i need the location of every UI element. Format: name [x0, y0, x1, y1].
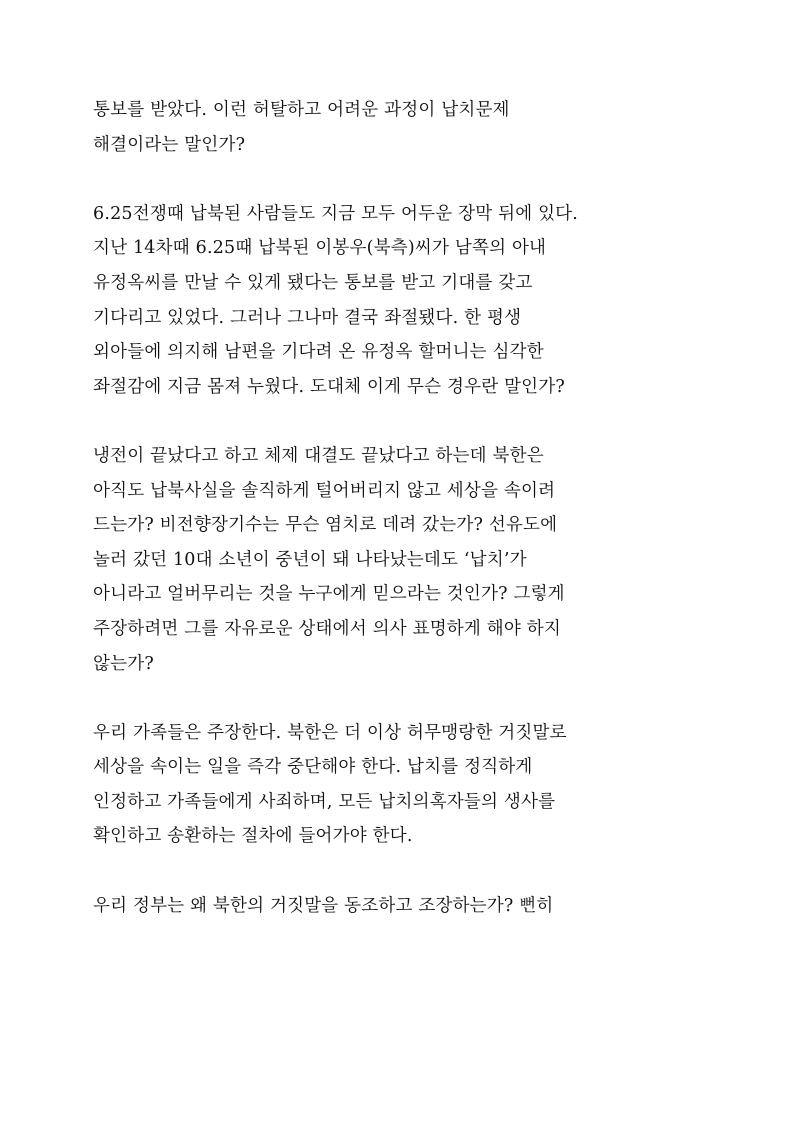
paragraph-spacer [93, 162, 713, 197]
paragraph [93, 93, 713, 162]
text-line: 아직도 납북사실을 솔직하게 털어버리지 않고 세상을 속이려 [93, 480, 556, 501]
text-line: 통보를 받았다. 이런 허탈하고 어려운 과정이 납치문제 [93, 100, 510, 120]
paragraph [93, 716, 713, 854]
text-line: 세상을 속이는 일을 즉각 중단해야 한다. 납치를 정직하게 [93, 757, 533, 778]
paragraph [93, 889, 713, 924]
text-line: 주장하려면 그를 자유로운 상태에서 의사 표명하게 해야 하지 [93, 618, 561, 639]
text-line: 우리 가족들은 주장한다. 북한은 더 이상 허무맹랑한 거짓말로 [93, 722, 567, 743]
text-line: 아니라고 얼버무리는 것을 누구에게 믿으라는 것인가? 그렇게 [93, 584, 565, 605]
text-line: 6.25전쟁때 납북된 사람들도 지금 모두 어두운 장막 뒤에 있다. [93, 203, 579, 224]
text-line: 확인하고 송환하는 절차에 들어가야 한다. [93, 826, 413, 847]
text-line: 냉전이 끝났다고 하고 체제 대결도 끝났다고 하는데 북한은 [93, 445, 544, 466]
paragraph-spacer [93, 854, 713, 889]
text-line: 우리 정부는 왜 북한의 거짓말을 동조하고 조장하는가? 뻔히 [93, 895, 554, 916]
paragraph-spacer [93, 404, 713, 439]
text-line: 놀러 갔던 10대 소년이 중년이 돼 나타났는데도 ‘납치’가 [93, 549, 527, 570]
text-line: 지난 14차때 6.25때 납북된 이봉우(북측)씨가 남쪽의 아내 [93, 238, 547, 259]
body-text [93, 93, 713, 923]
paragraph [93, 197, 713, 405]
paragraph-spacer [93, 681, 713, 716]
text-line: 좌절감에 지금 몸져 누웠다. 도대체 이게 무슨 경우란 말인가? [93, 376, 565, 397]
paragraph [93, 439, 713, 681]
text-line: 인정하고 가족들에게 사죄하며, 모든 납치의혹자들의 생사를 [93, 791, 556, 812]
text-line: 외아들에 의지해 남편을 기다려 온 유정옥 할머니는 심각한 [93, 342, 544, 363]
text-line: 않는가? [93, 653, 154, 674]
text-line: 기다리고 있었다. 그러나 그나마 결국 좌절됐다. 한 평생 [93, 307, 522, 328]
text-line: 해결이라는 말인가? [93, 134, 246, 155]
text-line: 유정옥씨를 만날 수 있게 됐다는 통보를 받고 기대를 갖고 [93, 272, 533, 293]
text-line: 드는가? 비전향장기수는 무슨 염치로 데려 갔는가? 선유도에 [93, 515, 558, 536]
